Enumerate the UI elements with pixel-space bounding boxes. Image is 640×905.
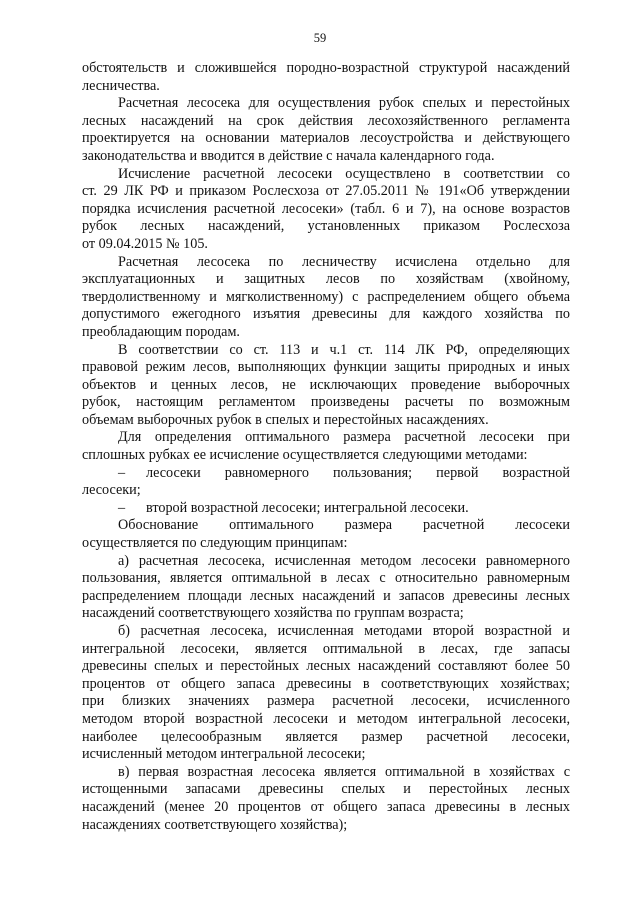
text-line xyxy=(82,781,570,799)
text-line-content: Расчетная лесосека по лесничеству исчислена отдельно для xyxy=(118,253,570,270)
text-line-content: обстоятельств и сложившейся породно-возрастной структурой насаждений xyxy=(82,60,570,76)
text-line-content: второй возрастной лесосеки; интегральной лесосеки. xyxy=(146,499,469,516)
text-line-content: твердолиственному и мягколиственному) с распределением общего объема xyxy=(82,288,570,305)
text-line-content: рубок, настоящим регламентом произведены расчеты по возможным xyxy=(82,394,570,411)
text-line-content: сплошных рубках ее исчисление осуществляется следующими методами: xyxy=(82,447,528,464)
text-line-content: исчисленный методом интегральной лесосеки; xyxy=(82,746,366,763)
text-line-content: распределением площади лесных насаждений и запасов древесины лесных xyxy=(82,587,570,604)
text-line xyxy=(82,306,570,324)
text-line-content: Для определения оптимального размера расчетной лесосеки при xyxy=(118,429,570,446)
text-line-content: рубок лесных насаждений, установленных приказом Рослесхоза xyxy=(82,218,570,235)
text-line xyxy=(82,201,570,219)
text-line-content: насаждений (менее 20 процентов от общего запаса древесины в лесных xyxy=(82,798,570,815)
text-line xyxy=(82,799,570,817)
text-line-content: б) расчетная лесосека, исчисленная методами второй возрастной и xyxy=(118,623,570,639)
text-line-content: порядка исчисления расчетной лесосеки» (табл. 6 и 7), на основе возрастов xyxy=(82,200,570,217)
text-line xyxy=(82,394,570,412)
text-line-content: ст. 29 ЛК РФ и приказом Рослесхоза от 27.05.2011 № 191«Об утверждении xyxy=(82,183,570,200)
text-line xyxy=(82,570,570,588)
text-line-content: лесничества. xyxy=(82,77,160,94)
text-line xyxy=(82,517,570,535)
text-line xyxy=(82,658,570,676)
text-line-content: допустимого ежегодного изъятия древесины для каждого хозяйства по xyxy=(82,306,570,323)
text-line-content: преобладающим породам. xyxy=(82,323,240,340)
text-line xyxy=(82,324,570,342)
text-line xyxy=(82,236,570,254)
list-dash: – xyxy=(118,499,126,516)
page-number: 59 xyxy=(313,31,327,45)
text-line-content: В соответствии со ст. 113 и ч.1 ст. 114 ЛК РФ, определяющих xyxy=(118,341,570,358)
text-line-content: эксплуатационных и защитных лесов по хозяйствам (хвойному, xyxy=(82,271,570,288)
text-line xyxy=(82,465,570,483)
text-line-content: насаждений соответствующего хозяйства по группам возраста; xyxy=(82,605,464,622)
text-line xyxy=(82,605,570,623)
text-line xyxy=(82,676,570,694)
list-dash: – xyxy=(118,464,126,481)
text-line-content: законодательства и вводится в действие с начала календарного года. xyxy=(82,147,495,164)
text-line xyxy=(82,535,570,553)
text-line-content: Расчетная лесосека для осуществления рубок спелых и перестойных xyxy=(118,95,570,112)
body-text xyxy=(82,60,570,834)
text-line xyxy=(82,166,570,184)
text-line xyxy=(82,429,570,447)
text-line xyxy=(82,500,570,518)
text-line xyxy=(82,254,570,272)
text-line xyxy=(82,764,570,782)
text-line xyxy=(82,623,570,641)
text-line-content: методом второй возрастной лесосеки и методом интегральной лесосеки, xyxy=(82,710,570,727)
text-line xyxy=(82,729,570,747)
text-line xyxy=(82,60,570,78)
text-line-content: Исчисление расчетной лесосеки осуществлено в соответствии со xyxy=(118,165,570,182)
text-line xyxy=(82,817,570,835)
text-line xyxy=(82,447,570,465)
text-line-content: правовой режим лесов, выполняющих функции защиты природных и иных xyxy=(82,359,570,376)
text-line-content: лесосеки; xyxy=(82,482,141,499)
text-line-content: в) первая возрастная лесосека является оптимальной в хозяйствах с xyxy=(118,763,570,780)
text-line xyxy=(82,183,570,201)
text-line-content: лесных насаждений на срок действия лесохозяйственного регламента xyxy=(82,112,570,129)
text-line xyxy=(82,711,570,729)
text-line-content: проектируется на основании материалов лесоустройства и действующего xyxy=(82,130,570,147)
text-line-content: при близких значениях размера расчетной лесосеки, исчисленного xyxy=(82,693,570,710)
text-line-content: от 09.04.2015 № 105. xyxy=(82,235,208,252)
text-line-content: интегральной лесосеки, является оптимальной в лесах, где запасы xyxy=(82,640,570,657)
text-line-content: осуществляется по следующим принципам: xyxy=(82,535,348,552)
text-line xyxy=(82,271,570,289)
text-line xyxy=(82,95,570,113)
text-line xyxy=(82,482,570,500)
text-line xyxy=(82,746,570,764)
text-line-content: а) расчетная лесосека, исчисленная методом лесосеки равномерного xyxy=(118,552,570,569)
text-line-content: объектов и ценных лесов, не исключающих проведение выборочных xyxy=(82,376,570,393)
text-line xyxy=(82,641,570,659)
text-line xyxy=(82,148,570,166)
text-line xyxy=(82,588,570,606)
text-line xyxy=(82,693,570,711)
text-line xyxy=(82,412,570,430)
text-line xyxy=(82,553,570,571)
text-line xyxy=(82,342,570,360)
text-line xyxy=(82,289,570,307)
text-line-content: лесосеки равномерного пользования; первой возрастной xyxy=(146,464,570,481)
text-line-content: объемам выборочных рубок в спелых и перестойных насаждениях. xyxy=(82,411,489,428)
text-line-content: процентов от общего запаса древесины в соответствующих хозяйствах; xyxy=(82,675,570,692)
text-line-content: древесины спелых и перестойных лесных насаждений составляют более 50 xyxy=(82,658,570,675)
text-line xyxy=(82,359,570,377)
text-line-content: пользования, является оптимальной в лесах с относительно равномерным xyxy=(82,570,570,587)
text-line-content: истощенными запасами древесины спелых и перестойных лесных xyxy=(82,781,570,798)
text-line xyxy=(82,78,570,96)
text-line xyxy=(82,130,570,148)
text-line xyxy=(82,218,570,236)
text-line xyxy=(82,377,570,395)
text-line-content: Обоснование оптимального размера расчетной лесосеки xyxy=(118,517,570,534)
text-line xyxy=(82,113,570,131)
text-line-content: насаждениях соответствующего хозяйства); xyxy=(82,816,348,833)
text-line-content: наиболее целесообразным является размер расчетной лесосеки, xyxy=(82,728,570,745)
